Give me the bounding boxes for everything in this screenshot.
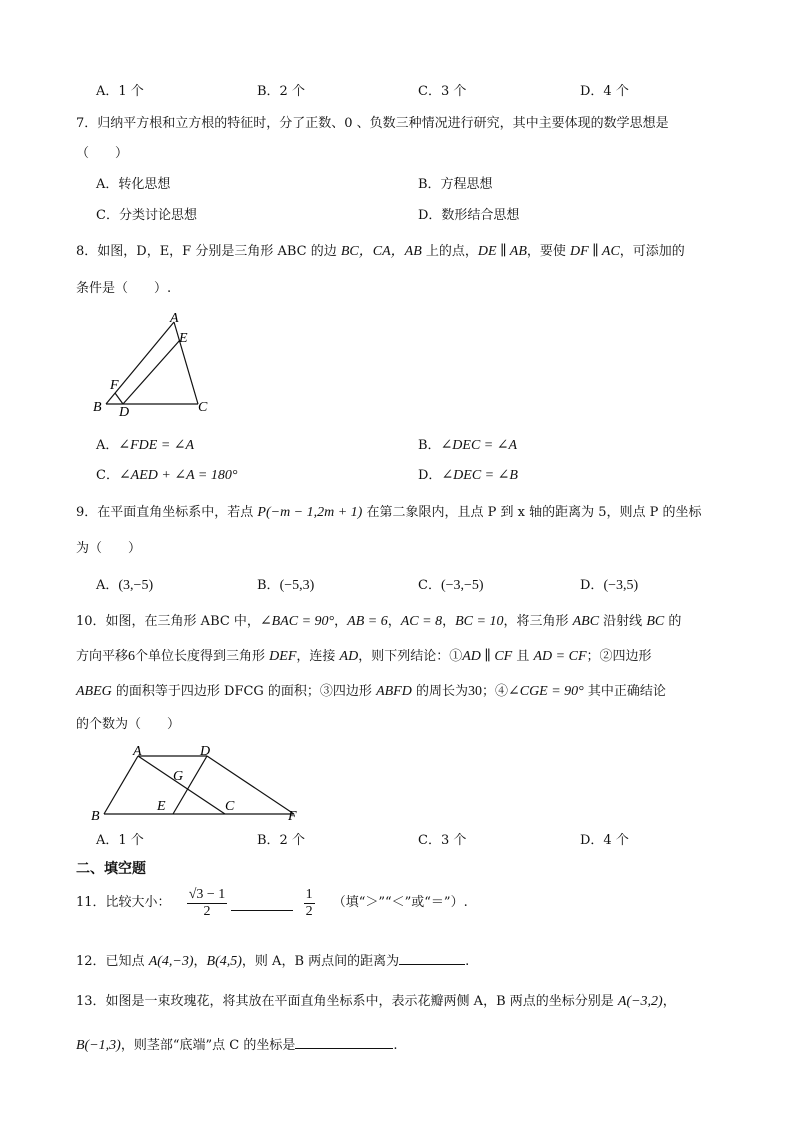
q10-stem-line2: 方向平移6个单位长度得到三角形 DEF，连接 AD，则下列结论：①AD ∥ CF 且 AD = CF；②四边形 <box>76 649 652 664</box>
q10-option-d: D．4 个 <box>580 833 629 848</box>
q6-option-b: B．2 个 <box>257 84 305 99</box>
q13-stem-line2: B(−1,3)，则茎部“底端”点 C 的坐标是 . <box>76 1034 397 1055</box>
q10-parallelogram-figure <box>88 742 318 824</box>
q9-stem-line1: 9．在平面直角坐标系中，若点 P(−m − 1,2m + 1) 在第二象限内，且点 P 到 x 轴的距离为 5，则点 P 的坐标 <box>76 505 702 520</box>
q8-math-sides: BC，CA，AB <box>340 244 422 259</box>
q7-stem: 7．归纳平方根和立方根的特征时，分了正数、0 、负数三种情况进行研究，其中主要体现的数学思想是 <box>76 116 669 131</box>
q8-label-b: B <box>93 400 102 415</box>
q13-answer-blank[interactable] <box>295 1034 393 1049</box>
q10-label-f: F <box>288 809 297 824</box>
q8-stem-line1 <box>76 243 685 261</box>
q9-option-c: C．(−3,−5) <box>418 578 484 593</box>
section-title-fill-in: 二、填空题 <box>76 861 146 877</box>
q10-option-a: A．1 个 <box>96 833 144 848</box>
q9-option-b: B．(−5,3) <box>257 578 315 593</box>
q8-math-df-ac: DF ∥ AC <box>570 244 620 259</box>
q10-option-c: C．3 个 <box>418 833 467 848</box>
q8-label-e: E <box>179 331 188 346</box>
q11-answer-blank[interactable] <box>231 896 293 911</box>
q8-math-de-ab: DE ∥ AB <box>477 244 527 259</box>
q10-label-c: C <box>225 799 235 814</box>
q9-option-d: D．(−3,5) <box>580 578 639 593</box>
q8-text-b: 上的点， <box>421 244 478 259</box>
q11-fraction-left: $\frac{√3 - 1}{2}$ <box>188 886 226 919</box>
q8-text-a: 8．如图，D，E，F 分别是三角形 ABC 的边 <box>76 244 341 259</box>
q10-label-e: E <box>157 799 166 814</box>
q10-label-b: B <box>91 809 100 824</box>
q6-option-a: A．1 个 <box>96 84 144 99</box>
q6-option-d: D．4 个 <box>580 84 629 99</box>
q7-option-a: A．转化思想 <box>96 177 171 192</box>
q8-text-d: ，可添加的 <box>619 244 685 259</box>
q8-triangle-figure <box>88 310 218 420</box>
q7-option-b: B．方程思想 <box>418 177 493 192</box>
q8-option-c: C．∠AED + ∠A = 180° <box>96 468 238 483</box>
q7-paren: （ ） <box>76 146 129 161</box>
q12-stem: 12．已知点 A(4,−3)，B(4,5)，则 A，B 两点间的距离为 . <box>76 950 469 971</box>
q8-option-b: B．∠DEC = ∠A <box>418 438 518 453</box>
q7-option-c: C．分类讨论思想 <box>96 208 197 223</box>
q6-option-c: C．3 个 <box>418 84 467 99</box>
q8-option-a: A．∠FDE = ∠A <box>96 438 195 453</box>
q8-option-d: D．∠DEC = ∠B <box>418 468 518 483</box>
q10-label-g: G <box>173 769 184 784</box>
q10-label-d: D <box>200 744 211 759</box>
q9-math-point: P(−m − 1,2m + 1) <box>257 505 363 520</box>
q10-stem-line4: 的个数为（ ） <box>76 717 181 732</box>
q8-label-d: D <box>119 405 130 420</box>
q10-label-a: A <box>133 744 142 759</box>
q8-stem-line2: 条件是（ ）. <box>76 281 172 296</box>
q8-label-c: C <box>198 400 208 415</box>
q8-label-f: F <box>110 378 119 393</box>
q9-option-a: A．(3,−5) <box>96 578 154 593</box>
q10-stem-line3: ABEG 的面积等于四边形 DFCG 的面积；③四边形 ABFD 的周长为30；④∠CGE = 90° 其中正确结论 <box>76 684 666 699</box>
q11-stem: 11．比较大小： $\frac{√3 - 1}{2}$ $\frac{1}{2}$ （填“＞”“＜”或“＝”）. <box>76 886 468 919</box>
q10-option-b: B．2 个 <box>257 833 305 848</box>
q8-label-a: A <box>170 311 179 326</box>
q12-answer-blank[interactable] <box>399 950 465 965</box>
q13-stem-line1: 13．如图是一束玫瑰花，将其放在平面直角坐标系中，表示花瓣两侧 A，B 两点的坐标分别是 A(−3,2)， <box>76 994 676 1009</box>
q7-option-d: D．数形结合思想 <box>418 208 520 223</box>
q10-stem-line1: 10．如图，在三角形 ABC 中，∠BAC = 90°，AB = 6，AC = 8，BC = 10，将三角形 ABC 沿射线 BC 的 <box>76 614 682 629</box>
q8-text-c: ，要使 <box>526 244 571 259</box>
q11-fraction-right: $\frac{1}{2}$ <box>305 886 313 919</box>
q9-stem-line2: 为（ ） <box>76 541 142 556</box>
